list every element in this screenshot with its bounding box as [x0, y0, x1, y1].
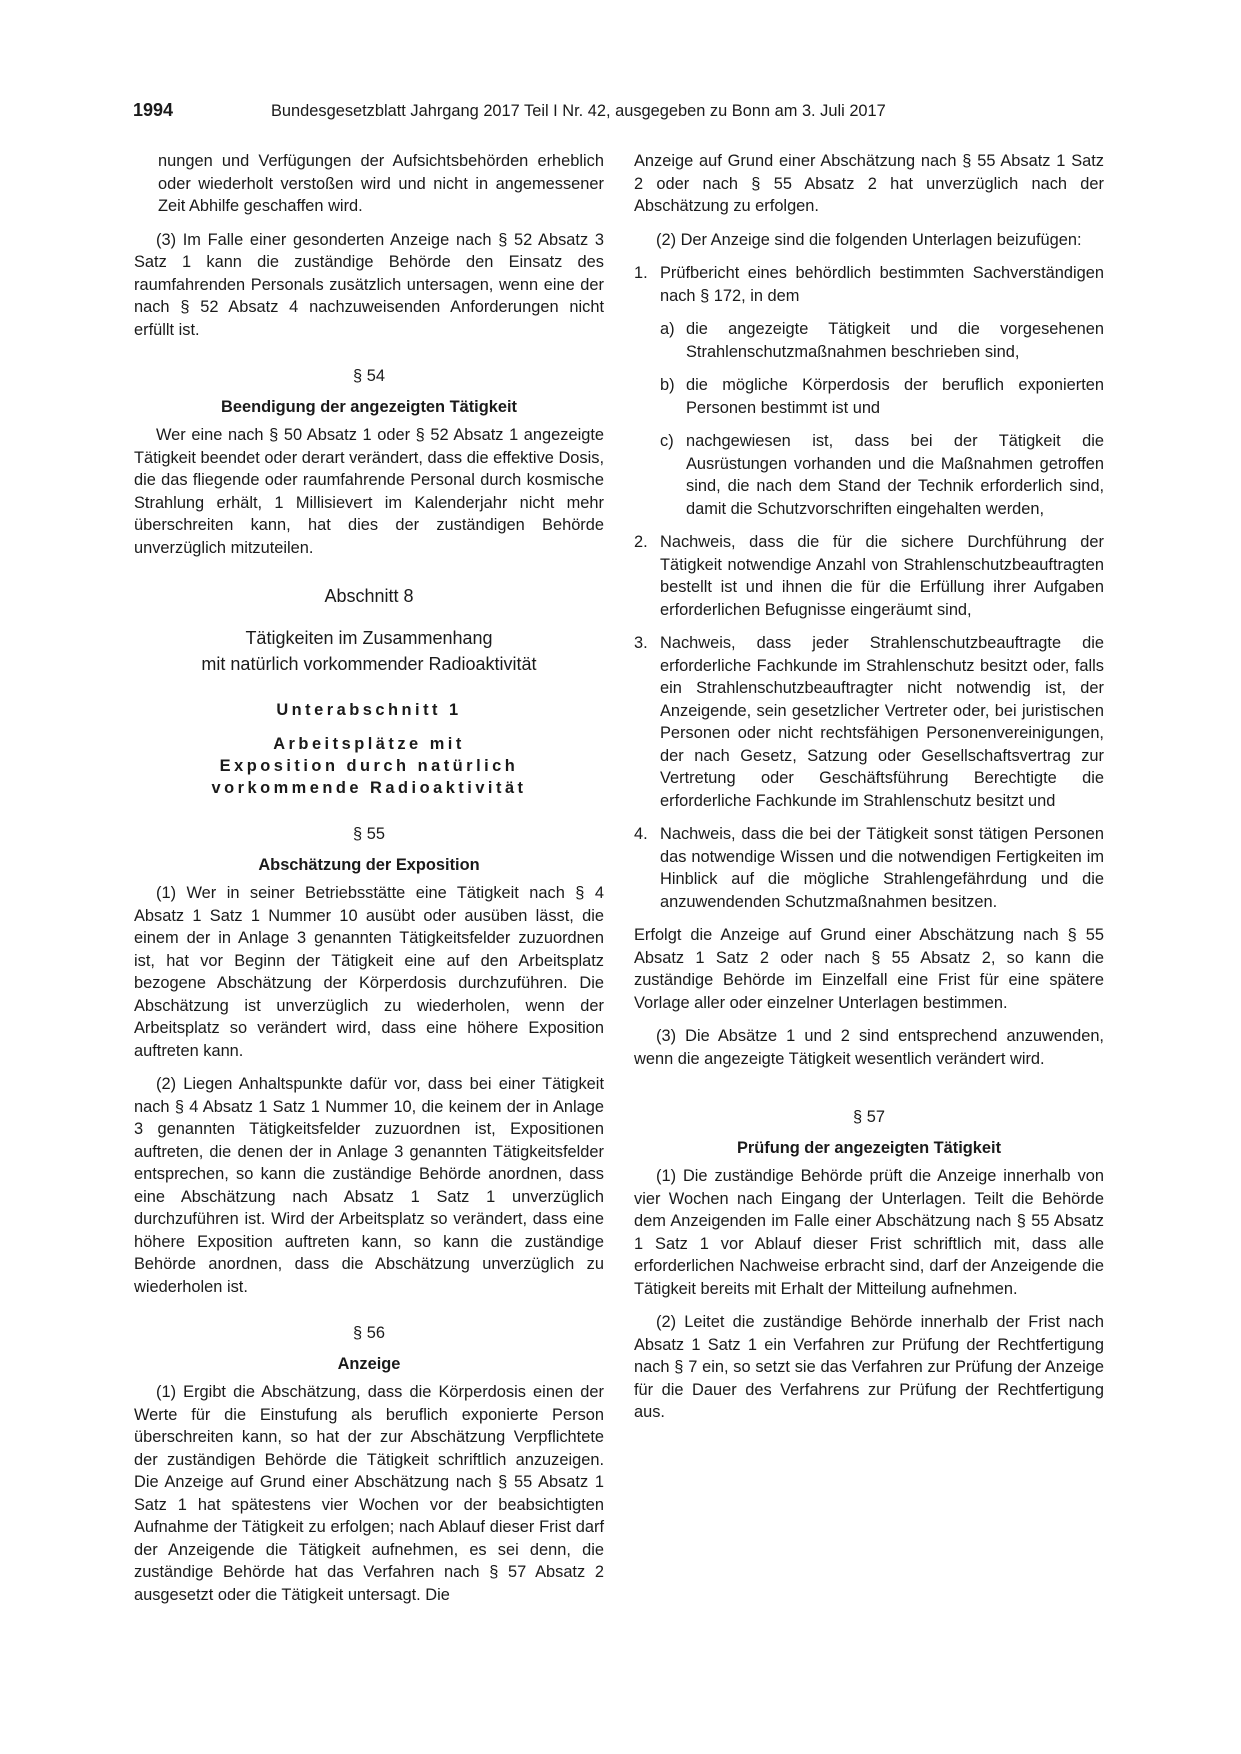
unterabschnitt-heading: [134, 699, 604, 799]
paragraph-53-3: (3) Im Falle einer gesonderten Anzeige nach § 52 Absatz 3 Satz 1 kann die zuständige Behörde den Einsatz des raumfahrenden Personals zusätzlich untersagen, wenn eine der nach § 52 Absatz 4 nachzuweisenden Anforderungen nicht erfüllt ist.: [134, 230, 604, 339]
page-number: 1994: [133, 100, 174, 120]
header-title: Bundesgesetzblatt Jahrgang 2017 Teil I Nr. 42, ausgegeben zu Bonn am 3. Juli 2017: [271, 102, 886, 120]
section-54-number: § 54: [353, 367, 385, 385]
section-57-title: Prüfung der angezeigten Tätigkeit: [736, 1138, 1002, 1157]
continued-paragraph: Anzeige auf Grund einer Abschätzung nach § 55 Absatz 1 Satz 2 oder nach § 55 Absatz 2 hat unverzüglich nach der Abschätzung zu erfolgen.: [634, 152, 1104, 215]
sub-list-item-text: nachgewiesen ist, dass bei der Tätigkeit die Ausrüstungen vorhanden und die Maßnahmen getroffen sind, die nach dem Stand der Technik erforderlich sind, damit die Schutzvorschriften eingehalten werden,: [686, 432, 1104, 518]
sub-list-item-label: c): [660, 432, 674, 450]
left-column: [134, 150, 604, 1617]
list-item: [634, 531, 1104, 621]
section-55-number: § 55: [353, 825, 385, 843]
abschnitt-title: [134, 625, 604, 677]
list-item-label: 2.: [634, 533, 648, 551]
sub-list-item-label: a): [660, 320, 675, 338]
abschnitt-title-line-2: mit natürlich vorkommender Radioaktivität: [201, 654, 537, 674]
section-56-title: Anzeige: [337, 1354, 401, 1373]
section-55-title: Abschätzung der Exposition: [258, 855, 480, 874]
after-list-paragraph: Erfolgt die Anzeige auf Grund einer Abschätzung nach § 55 Absatz 1 Satz 2 oder nach § 55 Absatz 2, so kann die zuständige Behörde im Einzelfall eine Frist für eine spätere Vorlage aller oder einzelner Unterlagen bestimmen.: [634, 926, 1104, 1012]
section-56-paragraph-3: (3) Die Absätze 1 und 2 sind entsprechend anzuwenden, wenn die angezeigte Tätigkeit wesentlich verändert wird.: [634, 1027, 1104, 1068]
section-57-number: § 57: [853, 1108, 885, 1126]
sub-list-item: [660, 374, 1104, 419]
list-item-text: Prüfbericht eines behördlich bestimmten Sachverständigen nach § 172, in dem: [660, 264, 1104, 305]
section-56-paragraph-2: (2) Der Anzeige sind die folgenden Unterlagen beizufügen:: [656, 230, 1082, 249]
list-item-text: Nachweis, dass die für die sichere Durchführung der Tätigkeit notwendige Anzahl von Strahlenschutzbeauftragten bestellt ist und ihnen die für die Erfüllung ihrer Aufgaben erforderlichen Befugnisse eingeräumt sind,: [660, 533, 1104, 619]
list-item-label: 4.: [634, 825, 648, 843]
section-56-paragraph-1: (1) Ergibt die Abschätzung, dass die Körperdosis einen der Werte für die Einstufung als beruflich exponierte Person überschreiten kann, so hat der zur Abschätzung Verpflichtete der zuständigen Behörde die Tätigkeit schriftlich anzuzeigen. Die Anzeige auf Grund einer Abschätzung nach § 55 Absatz 1 Satz 1 hat spätestens vier Wochen vor der beabsichtigten Aufnahme der Tätigkeit zu erfolgen; nach Ablauf dieser Frist darf der Anzeigende die Tätigkeit aufnehmen, es sei denn, die zuständige Behörde hat das Verfahren nach § 57 Absatz 2 ausgesetzt oder die Tätigkeit untersagt. Die: [134, 1383, 604, 1604]
right-column: [634, 150, 1104, 1435]
sub-list-item-label: b): [660, 376, 675, 394]
list-item-text: Nachweis, dass jeder Strahlenschutzbeauftragte die erforderliche Fachkunde im Strahlenschutz besitzt oder, falls ein Strahlenschutzbeauftragter nicht notwendig ist, der Anzeigende, sein gesetzlicher Vertreter oder, bei juristischen Personen oder nicht rechtsfähigen Personenvereinigungen, der nach Gesetz, Satzung oder Gesellschaftsvertrag zur Vertretung oder Geschäftsführung Berechtigte die erforderliche Fachkunde im Strahlenschutz besitzt und: [660, 634, 1104, 810]
unterabschnitt-number: Unterabschnitt 1: [276, 701, 462, 719]
list-item: [634, 632, 1104, 812]
section-56-number: § 56: [353, 1324, 385, 1342]
unterabschnitt-title-line-2: Exposition durch natürlich: [219, 757, 519, 775]
list-item-text: Nachweis, dass die bei der Tätigkeit sonst tätigen Personen das notwendige Wissen und die notwendigen Fertigkeiten im Hinblick auf die mögliche Strahlengefährdung und die anzuwendenden Schutzmaßnahmen besitzen.: [660, 825, 1104, 911]
section-57-paragraph-2: (2) Leitet die zuständige Behörde innerhalb der Frist nach Absatz 1 Satz 1 ein Verfahren zur Prüfung der Rechtfertigung nach § 7 ein, so setzt sie das Verfahren zur Prüfung der Anzeige für die Dauer des Verfahrens zur Prüfung der Rechtfertigung aus.: [634, 1313, 1104, 1421]
section-55-paragraph-1: (1) Wer in seiner Betriebsstätte eine Tätigkeit nach § 4 Absatz 1 Satz 1 Nummer 10 ausübt oder ausüben lässt, die einem der in Anlage 3 genannten Tätigkeitsfelder zuzuordnen ist, hat vor Beginn der Tätigkeit eine auf den Arbeitsplatz bezogene Abschätzung der Körperdosis durchzuführen. Die Abschätzung ist unverzüglich zu wiederholen, wenn der Arbeitsplatz so verändert wird, dass eine höhere Exposition auftreten kann.: [134, 884, 604, 1060]
sub-list-item-text: die angezeigte Tätigkeit und die vorgesehenen Strahlenschutzmaßnahmen beschrieben sind,: [686, 320, 1104, 361]
unterabschnitt-title-line-1: Arbeitsplätze mit: [273, 735, 465, 753]
abschnitt-heading: Abschnitt 8: [324, 586, 414, 606]
continued-paragraph: nungen und Verfügungen der Aufsichtsbehörden erheblich oder wiederholt verstoßen wird und nicht in angemessener Zeit Abhilfe geschaffen wird.: [158, 152, 604, 215]
list-item-label: 1.: [634, 264, 648, 282]
sub-list-item-text: die mögliche Körperdosis der beruflich exponierten Personen bestimmt ist und: [686, 376, 1104, 417]
section-54-paragraph: Wer eine nach § 50 Absatz 1 oder § 52 Absatz 1 angezeigte Tätigkeit beendet oder derart verändert, dass die effektive Dosis, die das fliegende oder raumfahrende Personal durch kosmische Strahlung erhält, 1 Millisievert im Kalenderjahr nicht mehr überschreiten kann, hat dies der zuständigen Behörde unverzüglich mitzuteilen.: [134, 426, 604, 557]
unterabschnitt-title-line-3: vorkommende Radioaktivität: [211, 779, 527, 797]
sub-list-item: [660, 430, 1104, 520]
section-54-title: Beendigung der angezeigten Tätigkeit: [221, 397, 517, 416]
list-item-label: 3.: [634, 634, 648, 652]
sub-list-item: [660, 318, 1104, 363]
list-item: [634, 823, 1104, 913]
section-57-paragraph-1: (1) Die zuständige Behörde prüft die Anzeige innerhalb von vier Wochen nach Eingang der Unterlagen. Teilt die Behörde dem Anzeigenden im Falle einer Abschätzung nach § 55 Absatz 1 Satz 1 vor Ablauf dieser Frist schriftlich mit, dass alle erforderlichen Nachweise erbracht sind, darf der Anzeigende die Tätigkeit bereits mit Erhalt der Mitteilung aufnehmen.: [634, 1167, 1104, 1298]
list-item: [634, 262, 1104, 307]
section-55-paragraph-2: (2) Liegen Anhaltspunkte dafür vor, dass bei einer Tätigkeit nach § 4 Absatz 1 Satz 1 Nummer 10, die keinem der in Anlage 3 genannten Tätigkeitsfelder zuzuordnen ist, Expositionen auftreten, die denen der in Anlage 3 genannten Tätigkeitsfelder entsprechen, so kann die zuständige Behörde anordnen, dass eine Abschätzung nach Absatz 1 Satz 1 unverzüglich durchzuführen ist. Wird der Arbeitsplatz so verändert, dass eine höhere Exposition auftreten kann, so kann die zuständige Behörde anordnen, dass die Abschätzung unverzüglich zu wiederholen ist.: [134, 1075, 604, 1296]
abschnitt-title-line-1: Tätigkeiten im Zusammenhang: [245, 628, 493, 648]
